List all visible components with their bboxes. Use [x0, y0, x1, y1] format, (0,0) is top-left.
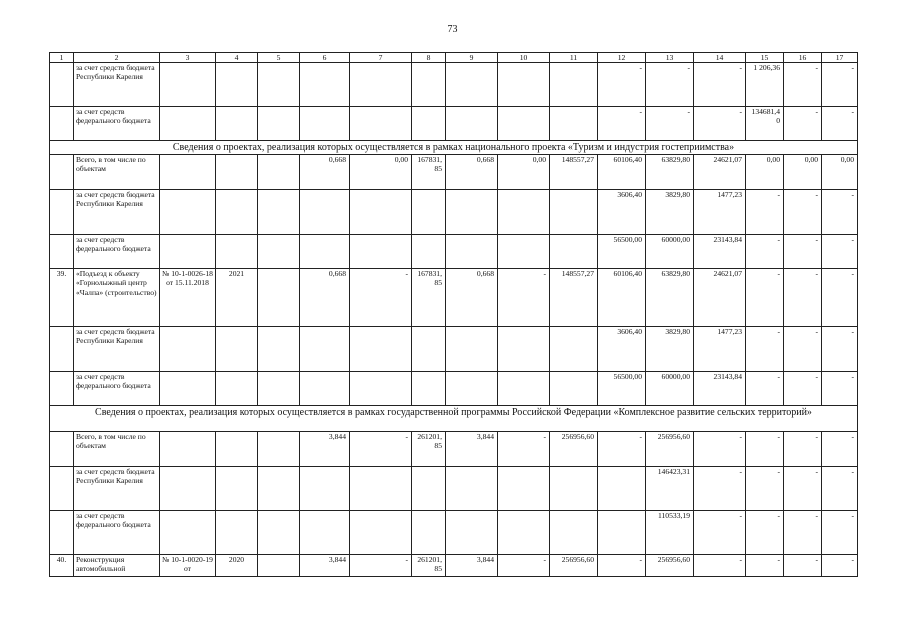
table-cell [216, 190, 258, 235]
table-cell: - [498, 555, 550, 577]
table-cell [498, 190, 550, 235]
table-cell: - [784, 190, 822, 235]
table-cell: 167831,85 [412, 155, 446, 190]
table-cell [258, 432, 300, 467]
table-cell: 60000,00 [646, 235, 694, 269]
table-cell [258, 190, 300, 235]
column-header: 7 [350, 53, 412, 63]
table-cell: 1477,23 [694, 327, 746, 372]
column-header: 14 [694, 53, 746, 63]
table-cell: 0,00 [498, 155, 550, 190]
table-cell: 3,844 [300, 555, 350, 577]
column-header: 15 [746, 53, 784, 63]
table-cell: за счет средств федерального бюджета [74, 511, 160, 555]
section-heading: Сведения о проектах, реализация которых осуществляется в рамках государственной программы Российской Федерации «Комплексное развитие сельских территорий» [50, 406, 858, 432]
table-cell [300, 63, 350, 107]
table-cell: 23143,84 [694, 235, 746, 269]
table-cell: - [694, 555, 746, 577]
table-cell [300, 372, 350, 406]
table-cell: - [784, 432, 822, 467]
table-cell [216, 467, 258, 511]
table-cell: - [822, 467, 858, 511]
table-cell: 60106,40 [598, 269, 646, 327]
table-cell [498, 235, 550, 269]
table-cell [446, 107, 498, 141]
table-cell: - [822, 432, 858, 467]
table-cell [412, 372, 446, 406]
table-cell [350, 467, 412, 511]
table-cell [412, 511, 446, 555]
table-cell: 40. [50, 555, 74, 577]
table-cell: за счет средств бюджета Республики Карелия [74, 63, 160, 107]
table-cell [50, 511, 74, 555]
table-cell: - [498, 269, 550, 327]
column-header: 1 [50, 53, 74, 63]
table-cell: 0,668 [300, 155, 350, 190]
table-cell: - [746, 269, 784, 327]
column-header: 3 [160, 53, 216, 63]
table-cell [446, 372, 498, 406]
table-cell [50, 155, 74, 190]
table-cell [598, 511, 646, 555]
table-cell [550, 511, 598, 555]
table-cell: 256956,60 [550, 432, 598, 467]
table-cell: - [694, 511, 746, 555]
table-cell: - [784, 327, 822, 372]
table-cell: - [598, 107, 646, 141]
table-cell: за счет средств федерального бюджета [74, 107, 160, 141]
table-cell [258, 327, 300, 372]
table-cell [50, 63, 74, 107]
table-cell: - [646, 63, 694, 107]
table-cell [446, 63, 498, 107]
table-cell [350, 235, 412, 269]
table-cell [598, 467, 646, 511]
table-cell: 2021 [216, 269, 258, 327]
table-cell: 148557,27 [550, 155, 598, 190]
table-cell: - [694, 107, 746, 141]
table-cell: 0,00 [822, 155, 858, 190]
table-cell [412, 467, 446, 511]
table-cell: за счет средств федерального бюджета [74, 235, 160, 269]
table-cell [550, 63, 598, 107]
table-cell [498, 467, 550, 511]
table-cell [498, 511, 550, 555]
table-cell: - [746, 327, 784, 372]
table-row [50, 555, 858, 577]
table-cell: 0,00 [746, 155, 784, 190]
table-cell: - [746, 511, 784, 555]
table-cell [50, 432, 74, 467]
table-cell: 60000,00 [646, 372, 694, 406]
table-cell [216, 155, 258, 190]
table-cell: 24621,07 [694, 155, 746, 190]
table-cell: Всего, в том числе по объектам [74, 432, 160, 467]
table-cell: - [598, 432, 646, 467]
table-cell [50, 467, 74, 511]
table-cell [50, 190, 74, 235]
table-cell [300, 235, 350, 269]
table-cell: - [822, 235, 858, 269]
table-cell: Всего, в том числе по объектам [74, 155, 160, 190]
table-cell [258, 372, 300, 406]
table-cell: № 10-1-0020-19 от [160, 555, 216, 577]
table-cell: 3829,80 [646, 327, 694, 372]
column-header: 9 [446, 53, 498, 63]
table-cell [350, 63, 412, 107]
column-header: 16 [784, 53, 822, 63]
table-cell [412, 235, 446, 269]
table-cell [160, 155, 216, 190]
table-cell: 3,844 [446, 555, 498, 577]
table-cell: - [784, 372, 822, 406]
table-cell [350, 107, 412, 141]
table-cell [216, 372, 258, 406]
table-cell: - [746, 190, 784, 235]
table-cell: - [822, 327, 858, 372]
table-cell [446, 235, 498, 269]
table-cell: - [822, 107, 858, 141]
table-cell: - [784, 235, 822, 269]
table-row [50, 190, 858, 235]
table-cell: 167831,85 [412, 269, 446, 327]
table-cell: - [746, 555, 784, 577]
table-cell [216, 432, 258, 467]
column-header-row [50, 53, 858, 63]
table-cell [160, 372, 216, 406]
table-cell [412, 107, 446, 141]
table-cell: - [784, 269, 822, 327]
table-cell [412, 63, 446, 107]
table-cell: за счет средств бюджета Республики Карелия [74, 190, 160, 235]
table-cell [550, 327, 598, 372]
table-cell [498, 372, 550, 406]
section-heading-row [50, 141, 858, 155]
table-cell [160, 327, 216, 372]
table-cell: 1 206,36 [746, 63, 784, 107]
column-header: 5 [258, 53, 300, 63]
column-header: 12 [598, 53, 646, 63]
table-cell: 63829,80 [646, 269, 694, 327]
table-row [50, 432, 858, 467]
table-cell [498, 63, 550, 107]
data-table [49, 52, 858, 577]
table-cell: 3,844 [446, 432, 498, 467]
table-cell: 0,00 [350, 155, 412, 190]
table-cell [498, 327, 550, 372]
column-header: 10 [498, 53, 550, 63]
table-cell: 0,00 [784, 155, 822, 190]
table-cell: - [822, 372, 858, 406]
table-row [50, 63, 858, 107]
table-cell [160, 235, 216, 269]
table-cell: - [598, 555, 646, 577]
table-cell: 3606,40 [598, 327, 646, 372]
table-cell [50, 107, 74, 141]
table-row [50, 372, 858, 406]
table-cell: - [746, 372, 784, 406]
table-cell: 134681,40 [746, 107, 784, 141]
table-cell: 2020 [216, 555, 258, 577]
table-cell [50, 235, 74, 269]
table-cell: 146423,31 [646, 467, 694, 511]
column-header: 2 [74, 53, 160, 63]
table-cell [160, 432, 216, 467]
table-cell: - [694, 467, 746, 511]
table-cell: 0,668 [300, 269, 350, 327]
table-cell: - [784, 63, 822, 107]
table-cell [258, 467, 300, 511]
table-cell [258, 235, 300, 269]
table-cell [160, 190, 216, 235]
column-header: 11 [550, 53, 598, 63]
table-cell: - [350, 555, 412, 577]
table-cell [550, 372, 598, 406]
table-cell: 256956,60 [646, 555, 694, 577]
section-heading-row [50, 406, 858, 432]
table-cell [550, 107, 598, 141]
page-number: 73 [447, 24, 458, 35]
table-cell [412, 190, 446, 235]
table-cell [258, 511, 300, 555]
table-cell: - [746, 432, 784, 467]
table-cell: - [646, 107, 694, 141]
table-cell [300, 190, 350, 235]
table-cell: 39. [50, 269, 74, 327]
table-cell [50, 372, 74, 406]
table-cell: 0,668 [446, 269, 498, 327]
table-cell: - [822, 190, 858, 235]
table-cell: 3829,80 [646, 190, 694, 235]
table-cell [300, 511, 350, 555]
table-row [50, 327, 858, 372]
table-cell: 56500,00 [598, 235, 646, 269]
table-cell: за счет средств федерального бюджета [74, 372, 160, 406]
table-cell: 3606,40 [598, 190, 646, 235]
table-cell: - [350, 432, 412, 467]
table-cell: - [746, 235, 784, 269]
table-cell: - [598, 63, 646, 107]
column-header: 4 [216, 53, 258, 63]
column-header: 13 [646, 53, 694, 63]
table-cell: № 10-1-0026-18 от 15.11.2018 [160, 269, 216, 327]
table-cell: - [822, 63, 858, 107]
table-row [50, 511, 858, 555]
table-cell [160, 467, 216, 511]
table-cell [258, 155, 300, 190]
table-cell [446, 327, 498, 372]
column-header: 8 [412, 53, 446, 63]
table-cell: - [498, 432, 550, 467]
table-cell [160, 107, 216, 141]
table-cell: «Подъезд к объекту «Горнолыжный центр «Чалпа» (строительство) [74, 269, 160, 327]
table-cell: - [784, 107, 822, 141]
table-cell: 0,668 [446, 155, 498, 190]
table-cell: - [822, 511, 858, 555]
table-cell [350, 190, 412, 235]
table-row [50, 467, 858, 511]
table-cell [446, 190, 498, 235]
table-cell: 56500,00 [598, 372, 646, 406]
table-cell: 1477,23 [694, 190, 746, 235]
column-header: 6 [300, 53, 350, 63]
table-cell: - [784, 467, 822, 511]
table-cell [350, 511, 412, 555]
table-row [50, 269, 858, 327]
table-row [50, 107, 858, 141]
table-row [50, 235, 858, 269]
table-cell: 60106,40 [598, 155, 646, 190]
table-cell [498, 107, 550, 141]
table-cell: - [746, 467, 784, 511]
table-cell [50, 327, 74, 372]
table-cell: - [822, 555, 858, 577]
table-cell: - [784, 511, 822, 555]
table-cell [216, 511, 258, 555]
table-cell [258, 269, 300, 327]
table-cell: - [822, 269, 858, 327]
table-cell [216, 327, 258, 372]
table-cell [300, 107, 350, 141]
table-cell [160, 511, 216, 555]
table-cell: 256956,60 [646, 432, 694, 467]
table-cell [300, 467, 350, 511]
table-cell [350, 327, 412, 372]
table-cell: - [784, 555, 822, 577]
table-cell [300, 327, 350, 372]
table-cell: 110533,19 [646, 511, 694, 555]
table-cell [446, 511, 498, 555]
table-cell [160, 63, 216, 107]
table-cell: 256956,60 [550, 555, 598, 577]
table-cell: 148557,27 [550, 269, 598, 327]
section-heading: Сведения о проектах, реализация которых осуществляется в рамках национального проекта «Туризм и индустрия гостеприимства» [50, 141, 858, 155]
table-cell: - [350, 269, 412, 327]
table-cell: 23143,84 [694, 372, 746, 406]
table-cell: за счет средств бюджета Республики Карелия [74, 467, 160, 511]
table-cell [258, 107, 300, 141]
table-cell [446, 467, 498, 511]
column-header: 17 [822, 53, 858, 63]
table-cell: 261201,85 [412, 432, 446, 467]
table-row [50, 155, 858, 190]
table-cell [550, 235, 598, 269]
table-cell: - [694, 63, 746, 107]
table-cell [350, 372, 412, 406]
table-cell: - [694, 432, 746, 467]
table-cell [216, 107, 258, 141]
table-cell: 63829,80 [646, 155, 694, 190]
table-cell [550, 467, 598, 511]
table-cell: за счет средств бюджета Республики Карелия [74, 327, 160, 372]
table-cell [412, 327, 446, 372]
table-cell [216, 235, 258, 269]
table-cell [258, 555, 300, 577]
table-cell [216, 63, 258, 107]
table-cell: Реконструкция автомобильной [74, 555, 160, 577]
table-cell [550, 190, 598, 235]
table-cell: 3,844 [300, 432, 350, 467]
table-cell: 24621,07 [694, 269, 746, 327]
table-cell [258, 63, 300, 107]
table-cell: 261201,85 [412, 555, 446, 577]
